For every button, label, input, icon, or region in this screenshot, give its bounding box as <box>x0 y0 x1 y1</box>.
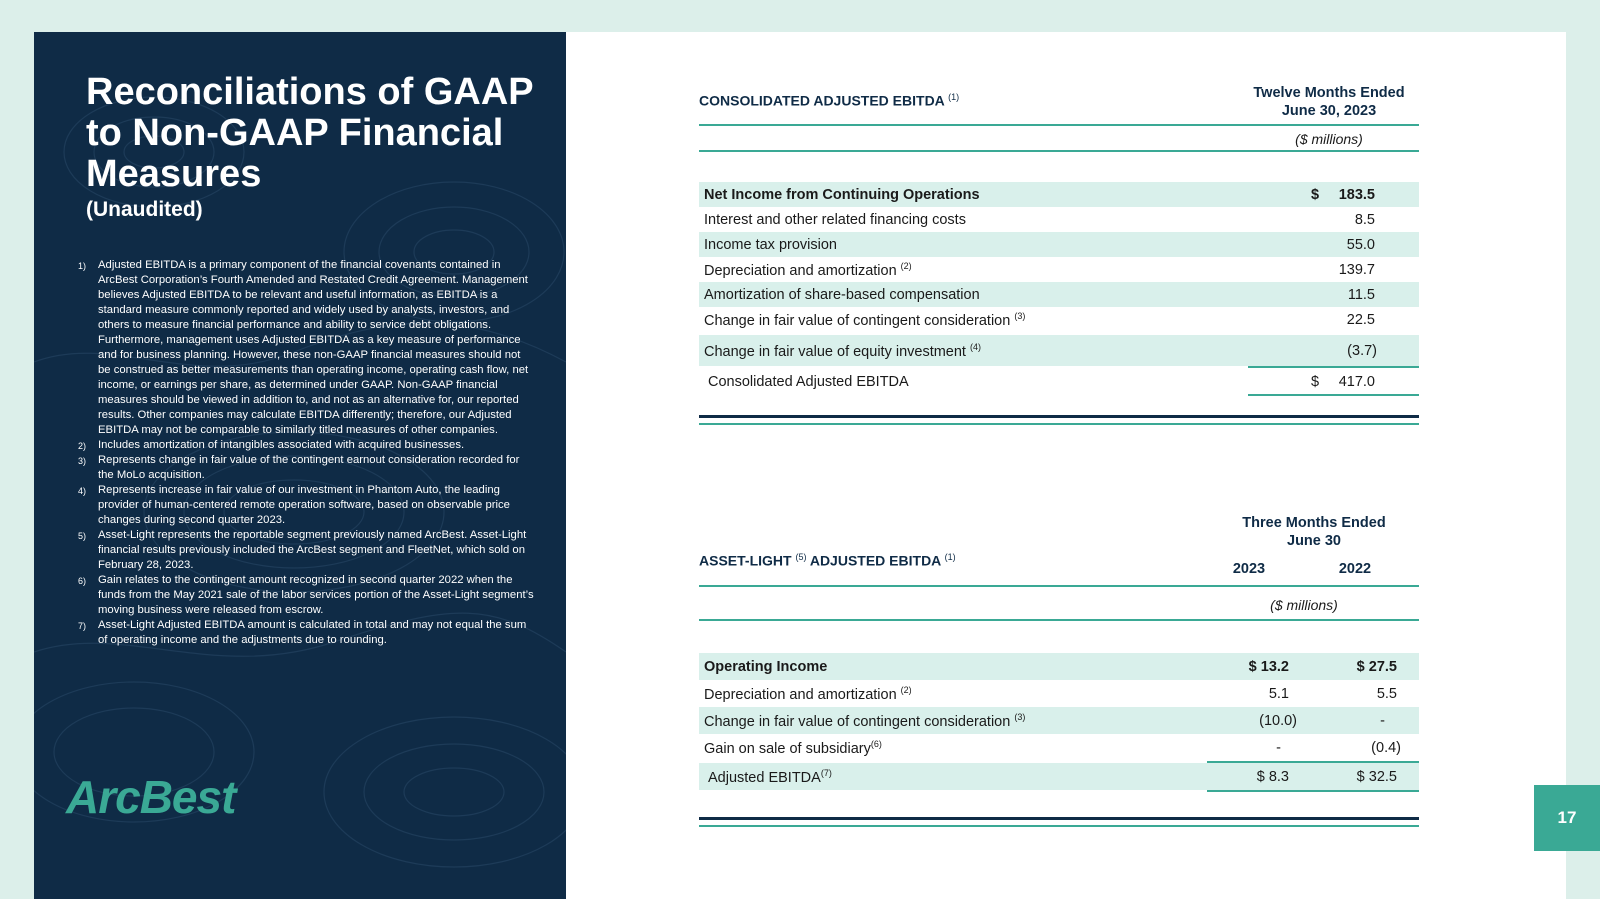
table-row: Income tax provision 55.0 <box>699 232 1419 257</box>
footnote: 5) Asset-Light represents the reportable segment previously named ArcBest. Asset-Light financial results previously included the ArcBest segment and FleetNet, which sold on February 28, 2023. <box>78 529 527 571</box>
period-header: Twelve Months Ended June 30, 2023 <box>1253 85 1405 119</box>
page-subtitle: (Unaudited) <box>86 198 203 221</box>
table-end-rule <box>699 415 1419 425</box>
footnote: 7) Asset-Light Adjusted EBITDA amount is calculated in total and may not equal the sum of operating income and the adjustments due to rounding. <box>78 619 527 646</box>
header-rule <box>699 124 1419 126</box>
footnote: 1) Adjusted EBITDA is a primary component of the financial covenants contained in ArcBest Corporation’s Fourth Amended and Restated Credit Agreement. Management believes Adjusted EBITDA to be relevant and useful information, as EBITDA is a standard measure commonly reported and widely used by analysts, investors, and others to measure financial performance and ability to service debt obligations. Furthermore, management uses Adjusted EBITDA as a key measure of performance and for business planning. However, these non-GAAP financial measures should not be construed as better measurements than operating income, operating cash flow, net income, or earnings per share, as determined under GAAP. Non-GAAP financial measures should be viewed in addition to, and not as an alternative for, our reported results. Other companies may calculate EBITDA differently; therefore, our Adjusted EBITDA may not be comparable to similarly titled measures of other companies. <box>78 259 529 436</box>
footnotes <box>78 258 534 648</box>
subtotal-rule <box>1248 366 1419 368</box>
consolidated-ebitda-table <box>699 76 1419 426</box>
year-2022-header: 2022 <box>1338 561 1372 577</box>
units-label: ($ millions) <box>1270 597 1338 613</box>
arcbest-logo: ArcBest <box>66 771 236 823</box>
footnote: 6) Gain relates to the contingent amount recognized in second quarter 2022 when the funds from the May 2021 sale of the labor services portion of the Asset-Light segment’s moving business were released from escrow. <box>78 574 534 616</box>
total-rule <box>1207 790 1419 792</box>
table-row: Gain on sale of subsidiary$^{(6)}$ - (0.4) <box>704 738 1401 757</box>
table-row: Change in fair value of contingent consideration $^{(3)}$ 22.5 <box>704 310 1375 329</box>
left-panel <box>34 32 566 899</box>
table-row: Amortization of share-based compensation 11.5 <box>699 282 1419 307</box>
table-row: Consolidated Adjusted EBITDA $ 417.0 <box>708 374 1375 390</box>
units-rule <box>699 619 1419 621</box>
table-row: Change in fair value of equity investment $^{(4)}$ (3.7) <box>699 335 1419 366</box>
table-end-rule <box>699 817 1419 827</box>
footnote: 3) Represents change in fair value of the contingent earnout consideration recorded for the MoLo acquisition. <box>78 454 520 481</box>
total-rule <box>1248 394 1419 396</box>
footnote: 4) Represents increase in fair value of our investment in Phantom Auto, the leading provider of human-centered remote operation software, based on observable price changes during second quarter 2023. <box>78 484 510 526</box>
table-row: Change in fair value of contingent consideration $^{(3)}$ (10.0) - <box>699 707 1419 734</box>
header-rule <box>699 585 1419 587</box>
page-number: 17 <box>1534 785 1600 851</box>
table-title: CONSOLIDATED ADJUSTED EBITDA $^{(1)}$ <box>699 92 960 109</box>
table-row: Net Income from Continuing Operations $ 183.5 <box>699 182 1419 207</box>
period-header: Three Months Ended June 30 <box>1242 515 1386 549</box>
units-label: ($ millions) <box>1295 131 1363 147</box>
year-2023-header: 2023 <box>1232 561 1266 577</box>
table-row: Depreciation and amortization $^{(2)}$ 5.1 5.5 <box>704 684 1397 703</box>
units-rule <box>699 150 1419 152</box>
table-title: ASSET-LIGHT $^{(5)}$ ADJUSTED EBITDA $^{(1)}$ <box>699 552 956 569</box>
table-row: Adjusted EBITDA$^{(7)}$ $ 8.3 $ 32.5 <box>699 763 1419 790</box>
page-title: Reconciliations of GAAP to Non-GAAP Financial Measures <box>86 71 533 195</box>
table-row: Interest and other related financing costs 8.5 <box>704 211 1375 228</box>
asset-light-ebitda-table <box>699 514 1419 829</box>
table-row: Operating Income $ 13.2 $ 27.5 <box>699 653 1419 680</box>
table-row: Depreciation and amortization $^{(2)}$ 139.7 <box>704 260 1375 279</box>
footnote: 2) Includes amortization of intangibles associated with acquired businesses. <box>78 439 465 451</box>
